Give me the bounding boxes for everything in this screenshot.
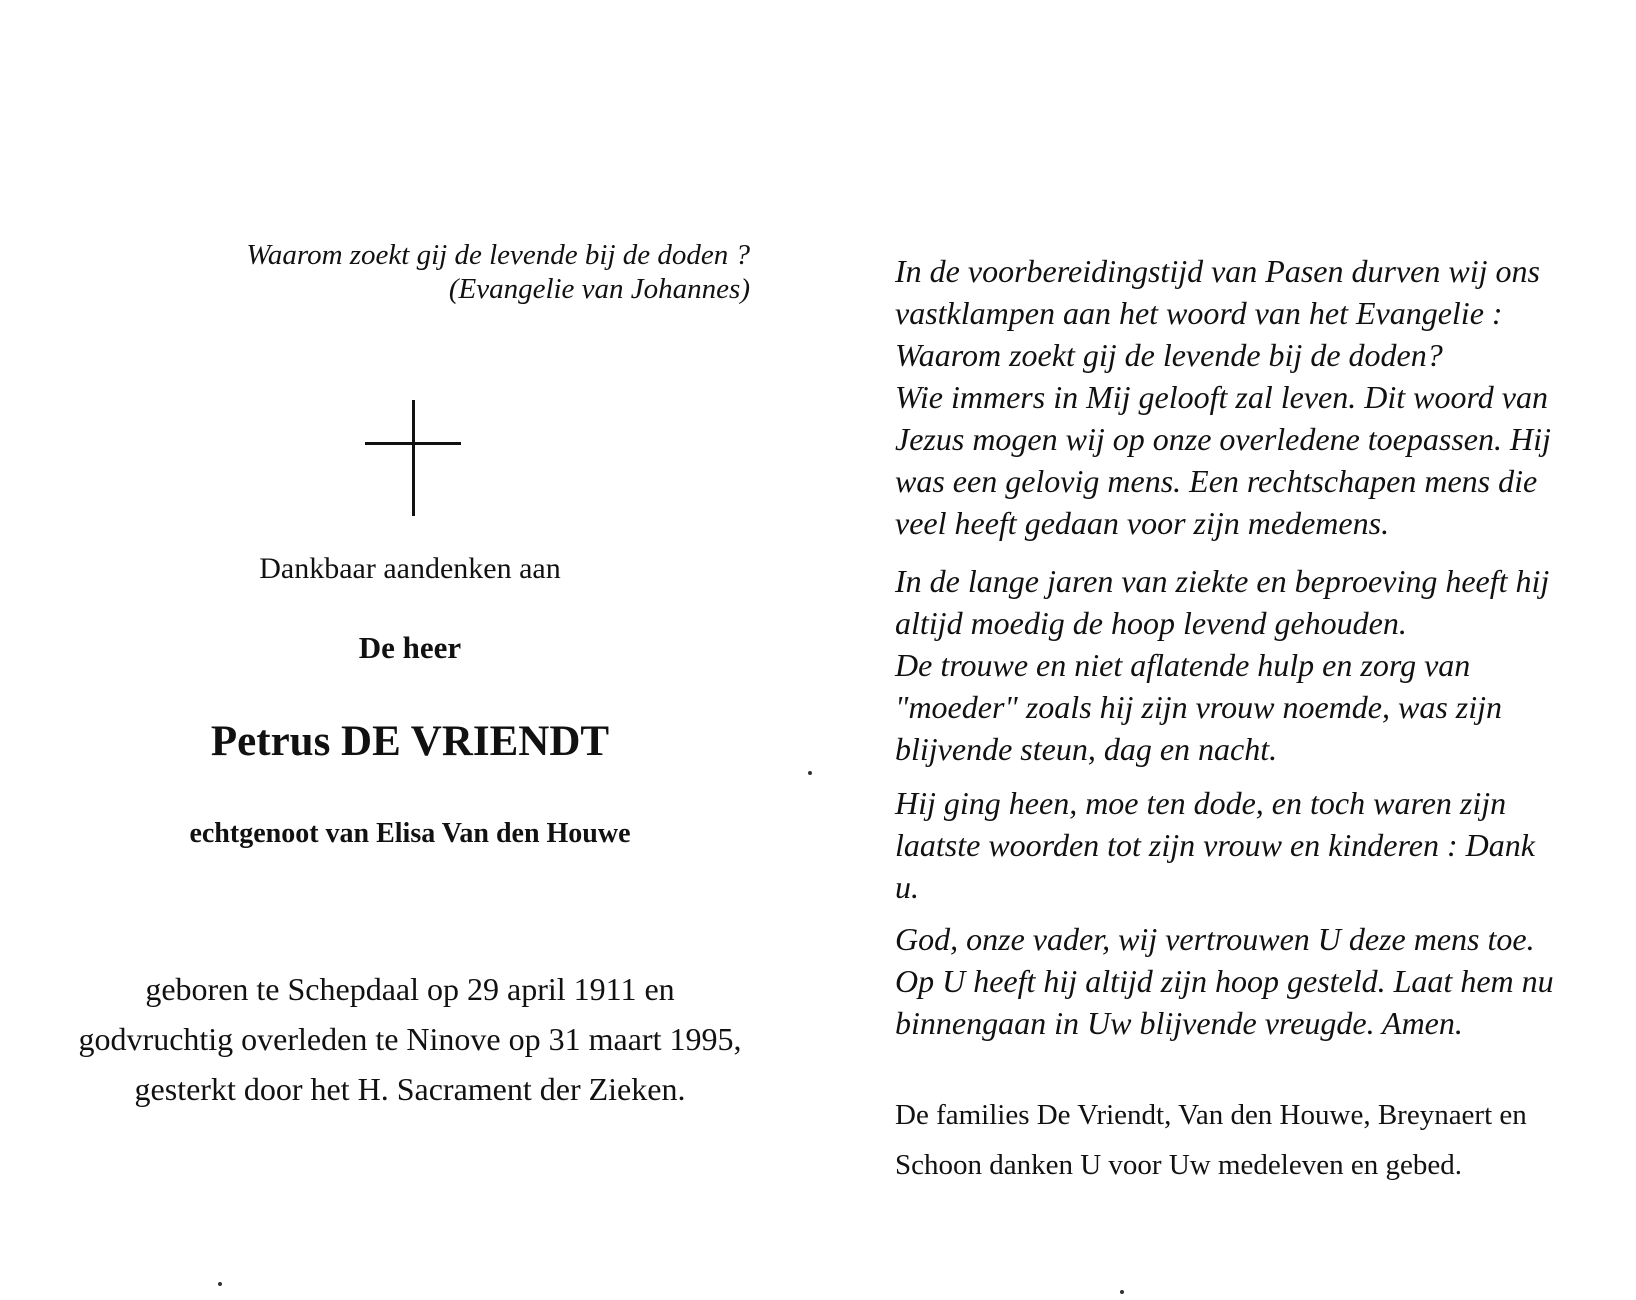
text-line: Wie immers in Mij gelooft zal leven. Dit woord van — [895, 379, 1548, 415]
family-thanks — [895, 1090, 1570, 1190]
paragraph-1 — [895, 250, 1570, 544]
text-line: vastklampen aan het woord van het Evangelie : — [895, 295, 1503, 331]
text-line: Op U heeft hij altijd zijn hoop gesteld. Laat hem nu — [895, 963, 1554, 999]
text-line: De trouwe en niet aflatende hulp en zorg van — [895, 647, 1471, 683]
text-line: was een gelovig mens. Een rechtschapen mens die — [895, 463, 1538, 499]
epigraph-quote: Waarom zoekt gij de levende bij de doden ? — [246, 239, 750, 271]
memorial-label: Dankbaar aandenken aan — [259, 552, 561, 585]
text-line: altijd moedig de hoop levend gehouden. — [895, 605, 1407, 641]
bio-line: gesterkt door het H. Sacrament der Zieken. — [134, 1071, 686, 1107]
text-line: In de lange jaren van ziekte en beproeving heeft hij — [895, 563, 1550, 599]
text-line: Jezus mogen wij op onze overledene toepassen. Hij — [895, 421, 1551, 457]
text-line: laatste woorden tot zijn vrouw en kinderen : Dank — [895, 827, 1535, 863]
scan-speck — [1120, 1290, 1124, 1294]
paragraph-3 — [895, 782, 1570, 908]
text-line: u. — [895, 869, 919, 905]
epigraph — [120, 238, 750, 306]
paragraph-2 — [895, 560, 1570, 770]
spouse-line: echtgenoot van Elisa Van den Houwe — [189, 818, 631, 849]
bio-line: godvruchtig overleden te Ninove op 31 maart 1995, — [78, 1021, 742, 1057]
epigraph-source: (Evangelie van Johannes) — [448, 273, 750, 305]
biography — [40, 964, 780, 1114]
text-line: Hij ging heen, moe ten dode, en toch waren zijn — [895, 785, 1507, 821]
honorific: De heer — [358, 630, 462, 665]
text-line: blijvende steun, dag en nacht. — [895, 731, 1278, 767]
text-line: veel heeft gedaan voor zijn medemens. — [895, 505, 1390, 541]
bio-line: geboren te Schepdaal op 29 april 1911 en — [145, 971, 675, 1007]
text-line: binnengaan in Uw blijvende vreugde. Amen. — [895, 1005, 1463, 1041]
text-line: God, onze vader, wij vertrouwen U deze mens toe. — [895, 921, 1535, 957]
thanks-line: De families De Vriendt, Van den Houwe, Breynaert en — [895, 1099, 1527, 1131]
cross-icon — [365, 400, 461, 516]
text-line: "moeder" zoals hij zijn vrouw noemde, was zijn — [895, 689, 1503, 725]
scan-speck — [808, 771, 812, 775]
deceased-name: Petrus DE VRIENDT — [210, 718, 610, 765]
thanks-line: Schoon danken U voor Uw medeleven en gebed. — [895, 1149, 1462, 1181]
text-line: In de voorbereidingstijd van Pasen durven wij ons — [895, 253, 1540, 289]
text-line: Waarom zoekt gij de levende bij de doden? — [895, 337, 1443, 373]
paragraph-4 — [895, 918, 1570, 1044]
scan-speck — [218, 1282, 222, 1286]
